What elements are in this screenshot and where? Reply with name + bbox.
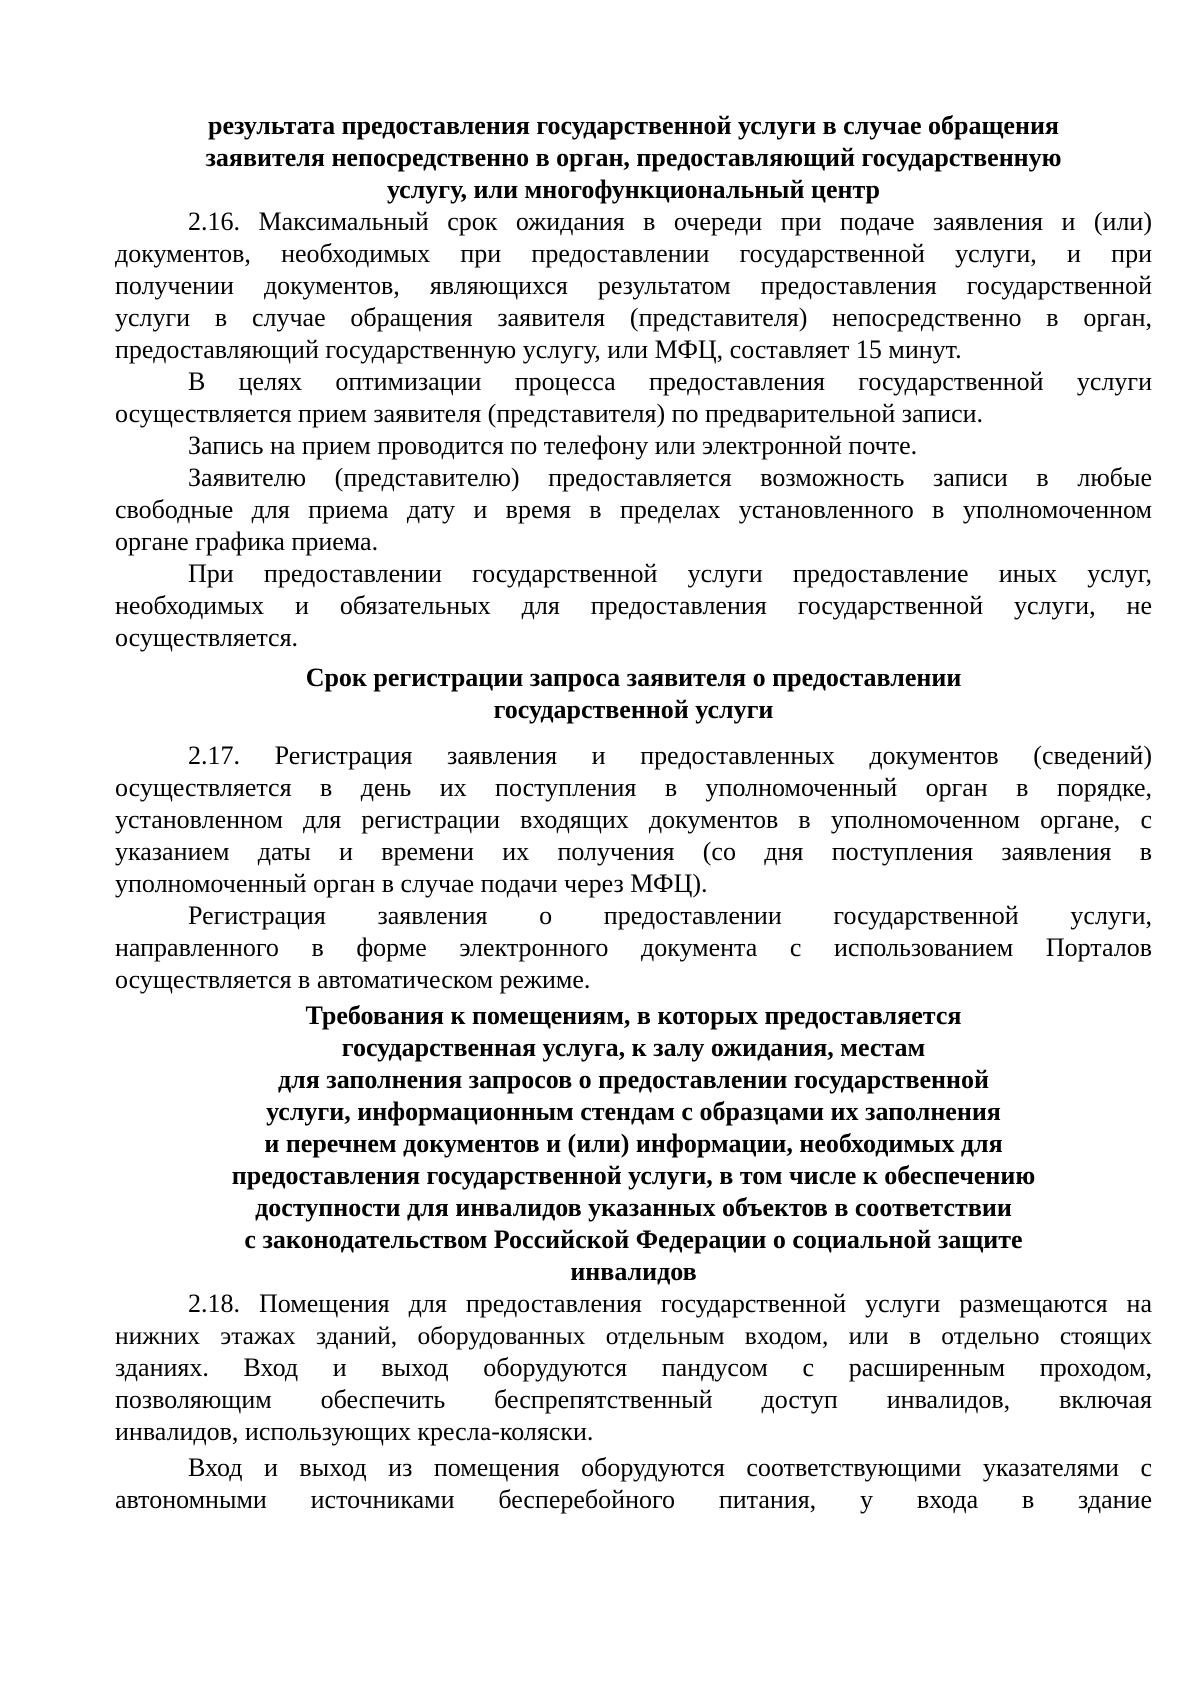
paragraph: [115, 1452, 1152, 1516]
text-line: 2.16. Максимальный срок ожидания в очереди при подаче заявления и (или): [188, 207, 1152, 236]
text-line: установленном для регистрации входящих документов в уполномоченном органе, с: [115, 805, 1152, 834]
text-line: зданиях. Вход и выход оборудуются пандусом с расширенным проходом,: [115, 1353, 1152, 1382]
spacer: [115, 726, 1152, 740]
text-line: указанием даты и времени их получения (со дня поступления заявления в: [115, 837, 1152, 866]
text-line: органе графика приема.: [115, 527, 379, 556]
heading-line: доступности для инвалидов указанных объектов в соответствии: [255, 1193, 1012, 1222]
paragraph: [115, 900, 1152, 996]
text-line: 2.17. Регистрация заявления и предоставленных документов (сведений): [188, 741, 1152, 770]
heading-line: государственной услуги: [493, 695, 774, 724]
text-line: направленного в форме электронного документа с использованием Порталов: [115, 933, 1152, 962]
text-line: уполномоченный орган в случае подачи через МФЦ).: [115, 869, 708, 898]
spacer: [115, 654, 1152, 662]
paragraph: [115, 462, 1152, 558]
heading-line: услуги, информационным стендам с образцами их заполнения: [266, 1097, 1001, 1126]
paragraph: [115, 558, 1152, 654]
text-line: необходимых и обязательных для предоставления государственной услуги, не: [115, 591, 1152, 620]
text-line: инвалидов, использующих кресла-коляски.: [115, 1417, 594, 1446]
heading-line: инвалидов: [570, 1257, 697, 1286]
text-line: автономными источниками бесперебойного питания, у входа в здание: [115, 1485, 1152, 1514]
text-line: предоставляющий государственную услугу, или МФЦ, составляет 15 минут.: [115, 335, 962, 364]
text-line: позволяющим обеспечить беспрепятственный доступ инвалидов, включая: [115, 1385, 1152, 1414]
text-line: документов, необходимых при предоставлении государственной услуги, и при: [115, 239, 1152, 268]
text-line: нижних этажах зданий, оборудованных отдельным входом, или в отдельно стоящих: [115, 1321, 1152, 1350]
text-line: Запись на прием проводится по телефону или электронной почте.: [188, 431, 918, 460]
heading-line: для заполнения запросов о предоставлении государственной: [277, 1065, 989, 1094]
text-line: осуществляется в автоматическом режиме.: [115, 965, 591, 994]
text-line: При предоставлении государственной услуги предоставление иных услуг,: [188, 559, 1152, 588]
heading-line: и перечнем документов и (или) информации, необходимых для: [264, 1129, 1003, 1158]
heading-line: Требования к помещениям, в которых предоставляется: [305, 1001, 962, 1030]
text-line: Регистрация заявления о предоставлении государственной услуги,: [188, 901, 1152, 930]
heading-line: заявителя непосредственно в орган, предоставляющий государственную: [205, 143, 1062, 172]
paragraph: [115, 206, 1152, 366]
heading-line: с законодательством Российской Федерации о социальной защите: [244, 1225, 1023, 1254]
paragraph: [115, 430, 1152, 462]
paragraph: [115, 740, 1152, 900]
text-line: осуществляется в день их поступления в уполномоченный орган в порядке,: [115, 773, 1152, 802]
heading-line: предоставления государственной услуги, в том числе к обеспечению: [231, 1161, 1036, 1190]
text-line: услуги в случае обращения заявителя (представителя) непосредственно в орган,: [115, 303, 1152, 332]
heading-line: услугу, или многофункциональный центр: [386, 175, 881, 204]
paragraph: [115, 1288, 1152, 1448]
text-line: осуществляется прием заявителя (представителя) по предварительной записи.: [115, 399, 984, 428]
heading-line: государственная услуга, к залу ожидания, местам: [341, 1033, 926, 1062]
paragraph: [115, 366, 1152, 430]
text-line: 2.18. Помещения для предоставления государственной услуги размещаются на: [188, 1289, 1152, 1318]
document-body: [115, 110, 1152, 1516]
section-heading: [115, 110, 1152, 206]
text-line: осуществляется.: [115, 623, 299, 652]
section-heading: [115, 662, 1152, 726]
text-line: получении документов, являющихся результатом предоставления государственной: [115, 271, 1152, 300]
text-line: В целях оптимизации процесса предоставления государственной услуги: [188, 367, 1152, 396]
heading-line: Срок регистрации запроса заявителя о предоставлении: [305, 663, 962, 692]
section-heading: [115, 1000, 1152, 1288]
heading-line: результата предоставления государственной услуги в случае обращения: [207, 111, 1059, 140]
text-line: Заявителю (представителю) предоставляется возможность записи в любые: [188, 463, 1152, 492]
text-line: Вход и выход из помещения оборудуются соответствующими указателями с: [188, 1453, 1152, 1482]
text-line: свободные для приема дату и время в пределах установленного в уполномоченном: [115, 495, 1152, 524]
